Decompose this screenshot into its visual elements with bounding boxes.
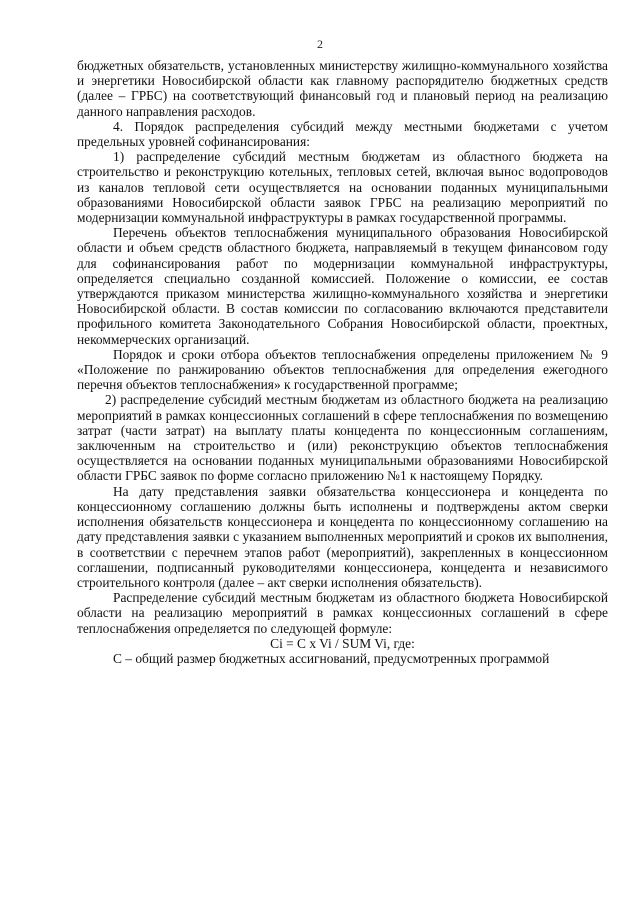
paragraph-application-date: На дату представления заявки обязательства концессионера и концедента по концессионному соглашению должны быть исполнены и подтверждены актом сверки исполнения обязательств концессионера и концедента по концессионному соглашению на дату представления заявки с указанием выполненных мероприятий и сроков их выполнения, в соответствии с перечнем этапов работ (мероприятий), закрепленных в концессионном соглашении, подписанный руководителями концессионера, концедента и независимого строительного контроля (далее – акт сверки исполнения обязательств). xyxy=(77,483,608,590)
paragraph-section-4: 4. Порядок распределения субсидий между местными бюджетами с учетом предельных уровней софинансирования: xyxy=(77,118,608,150)
document-body xyxy=(77,58,608,666)
formula: Ci = C x Vi / SUM Vi, где: xyxy=(270,635,415,651)
paragraph-item-1: 1) распределение субсидий местным бюджетам из областного бюджета на строительство и реконструкцию котельных, тепловых сетей, включая вынос водопроводов из каналов тепловой сети осуществляется на основании поданных муниципальными образованиями Новосибирской области заявок ГРБС на реализацию мероприятий по модернизации коммунальной инфраструктуры в рамках государственной программы. xyxy=(77,149,608,226)
paragraph-selection-order: Порядок и сроки отбора объектов теплоснабжения определены приложением № 9 «Положение по ранжированию объектов теплоснабжения для определения ежегодного перечня объектов теплоснабжения» к государственной программе; xyxy=(77,346,608,393)
paragraph-continuation: бюджетных обязательств, установленных министерству жилищно-коммунального хозяйства и энергетики Новосибирской области как главному распорядителю бюджетных средств (далее – ГРБС) на соответствующий финансовый год и плановый период на реализацию данного направления расходов. xyxy=(77,58,608,119)
page-number: 2 xyxy=(317,37,323,51)
paragraph-objects-list: Перечень объектов теплоснабжения муниципального образования Новосибирской области и объем средств областного бюджета, направляемый в текущем финансовом году для софинансирования работ по модернизации коммунальной инфраструктуры, определяется специально созданной комиссией. Положение о комиссии, ее состав утверждаются приказом министерства жилищно-коммунального хозяйства и энергетики Новосибирской области. В состав комиссии по согласованию включаются представители профильного комитета Законодательного Собрания Новосибирской области, проектных, некоммерческих организаций. xyxy=(77,225,608,347)
paragraph-item-2: 2) распределение субсидий местным бюджетам из областного бюджета на реализацию мероприятий в рамках концессионных соглашений в сфере теплоснабжения по возмещению затрат (части затрат) на выплату платы концедента по концессионным соглашениям, заключенным на строительство и (или) реконструкцию объектов теплоснабжения осуществляется на основании поданных муниципальными образованиями Новосибирской области ГРБС заявок по форме согласно приложению №1 к настоящему Порядку. xyxy=(77,392,608,484)
paragraph-distribution: Распределение субсидий местным бюджетам из областного бюджета Новосибирской области на реализацию мероприятий в рамках концессионных соглашений в сфере теплоснабжения определяется по следующей формуле: xyxy=(77,590,608,636)
paragraph-definition-c: C – общий размер бюджетных ассигнований, предусмотренных программой xyxy=(113,650,550,666)
